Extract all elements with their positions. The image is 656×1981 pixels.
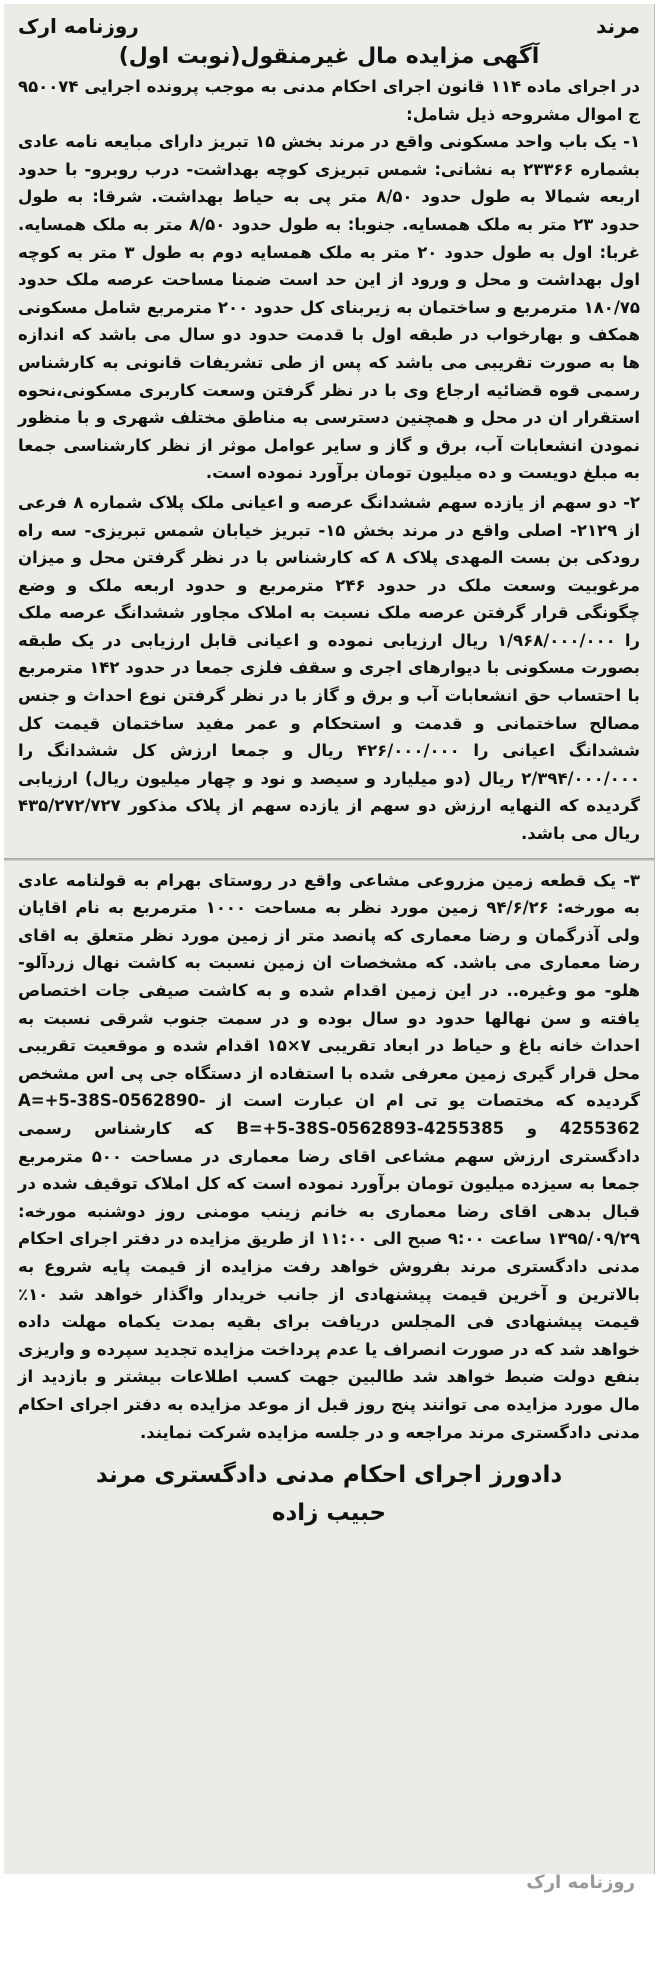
notice-title: آگهی مزایده مال غیرمنقول(نوبت اول) — [118, 44, 540, 69]
clipping-seam — [4, 858, 654, 861]
signature-name: حبیب زاده — [271, 1500, 387, 1527]
item-2-paragraph: ۲- دو سهم از یازده سهم ششدانگ عرصه و اعیانی ملک پلاک شماره ۸ فرعی از ۲۱۲۹- اصلی واقع در مرند بخش ۱۵- تبریز خیابان شمس تبریزی- سه راه رودکی بن بست المهدی پلاک ۸ که کارشناس با در نظر گرفتن محل و میزان مرغوبیت وسعت ملک در حدود ۲۴۶ مترمربع و حدود اربعه ملک و وضع چگونگی قرار گرفتن عرصه ملک نسبت به املاک مجاور ششدانگ عرصه ملک را ۱/۹۶۸/۰۰۰/۰۰۰ ریال ارزیابی نموده و اعیانی قابل ارزیابی در یک طبقه بصورت مسکونی با دیوارهای اجری و سقف فلزی جمعا در حدود ۱۴۲ مترمربع با احتساب حق انشعابات آب و برق و گاز با در نظر گرفتن نوع احداث و جنس مصالح ساختمانی و قدمت و استحکام و عمر مفید ساختمان قیمت کل ششدانگ اعیانی را ۴۲۶/۰۰۰/۰۰۰ ریال و جمعا ارزش کل ششدانگ را ۲/۳۹۴/۰۰۰/۰۰۰ ریال (دو میلیارد و سیصد و نود و چهار میلیون ریال) ارزیابی گردیده که النهایه ارزش دو سهم از یازده سهم از پلاک مذکور ۴۳۵/۲۷۲/۷۲۷ ریال می باشد. — [18, 492, 640, 844]
intro-paragraph: در اجرای ماده ۱۱۴ قانون اجرای احکام مدنی به موجب پرونده اجرایی ۹۵۰۰۷۴ ج اموال مشروحه ذیل شامل: — [18, 77, 640, 124]
signature-title: دادورز اجرای احکام مدنی دادگستری مرند — [95, 1462, 563, 1489]
masthead — [18, 14, 640, 38]
cut-off-footer: روزنامه ارک — [526, 1872, 635, 1893]
item-1-paragraph: ۱- یک باب واحد مسکونی واقع در مرند بخش ۱۵ تبریز دارای مبایعه نامه عادی بشماره ۲۳۳۶۶ به نشانی: شمس تبریزی کوچه بهداشت- درب روبرو- با حدود اربعه شمالا به طول حدود ۸/۵۰ متر پی به حیاط بهداشت. شرقا: به طول حدود ۲۳ متر به ملک همسایه. جنوبا: به طول حدود ۸/۵۰ متر به ملک همسایه. غربا: اول به طول حدود ۲۰ متر به ملک همسایه دوم به طول ۳ متر به کوچه اول بهداشت و محل و ورود از این حد است ضمنا مساحت عرصه ملک حدود ۱۸۰/۷۵ مترمربع و ساختمان به زیربنای کل حدود ۲۰۰ مترمربع شامل مسکونی همکف و بهارخواب در طبقه اول با قدمت حدود دو سال می باشد که اندازه ها به صورت تقریبی می باشد که پس از طی تشریفات قانونی به کارشناس رسمی قوه قضائیه ارجاع وی با در نظر گرفتن وسعت کاربری مسکونی،نحوه استقرار ان در محل و همچنین دسترسی به مناطق مختلف شهری و با منظور نمودن انشعابات آب، برق و گاز و سایر عوامل موثر از نظر کارشناسی جمعا به مبلغ دویست و ده میلیون تومان برآورد نموده است. — [18, 132, 641, 483]
item-3-paragraph: ۳- یک قطعه زمین مزروعی مشاعی واقع در روستای بهرام به قولنامه عادی به مورخه: ۹۴/۶/۲۶ زمین مورد نظر به مساحت ۱۰۰۰ مترمربع به نام اقایان ولی آذرگمان و رضا معماری که پانصد متر از زمین مورد نظر متعلق به اقای رضا معماری می باشد. که مشخصات ان زمین نسبت به کاشت نهال زردآلو- هلو- مو وغیره.. در این زمین اقدام شده و به کاشت صیفی جات اختصاص یافته و سن نهالها حدود دو سال بوده و در سمت جنوب شرقی نسبت به احداث خانه باغ و حیاط در ابعاد تقریبی ۷×۱۵ اقدام شده و موقعیت تقریبی محل قرار گیری زمین معرفی شده با استفاده از دستگاه جی پی اس مشخص گردیده که مختصات یو تی ام ان عبارت است از A=+5-38S-0562890-4255362 و B=+5-38S-0562893-4255385 که کارشناس رسمی دادگستری ارزش سهم مشاعی اقای رضا معماری در مساحت ۵۰۰ مترمربع جمعا به سیزده میلیون تومان برآورد نموده است که کل املاک توقیف شده در قبال بدهی اقای رضا معماری به خانم زینب مومنی روز دوشنبه مورخه: ۱۳۹۵/۰۹/۲۹ ساعت ۹:۰۰ صبح الی ۱۱:۰۰ از طریق مزایده در دفتر اجرای احکام مدنی دادگستری مرند بفروش خواهد رفت مزایده از قیمت پایه شروع به بالاترین و آخرین قیمت پیشنهادی از جانب خریدار واگذار خواهد شد ۱۰٪ قیمت پیشنهادی فی المجلس دریافت برای بقیه بمدت یکماه مهلت داده خواهد شد که در صورت انصراف یا عدم پرداخت مزایده تجدید سپرده و واریزی بنفع دولت ضبط خواهد شد طالبین جهت کسب اطلاعات بیشتر و بازدید از مال مورد مزایده می توانند پنج روز قبل از موعد مزایده به دفتر اجرای احکام مدنی دادگستری مرند مراجعه و در جلسه مزایده شرکت نمایند. — [18, 870, 641, 1442]
newspaper-clipping — [4, 4, 655, 1874]
city-label: مرند — [596, 14, 640, 38]
signature-block — [18, 1456, 640, 1532]
newspaper-name: روزنامه ارک — [18, 14, 139, 38]
